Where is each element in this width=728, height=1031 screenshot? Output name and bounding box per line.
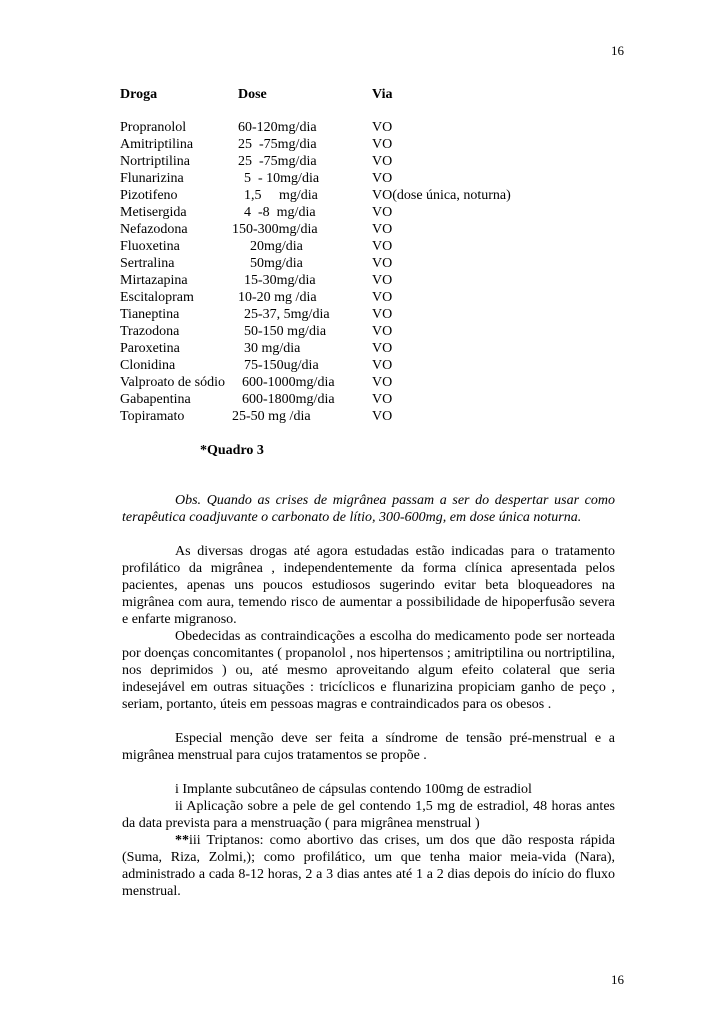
header-route: Via xyxy=(372,87,393,102)
cell-dose: 150-300mg/dia xyxy=(232,222,318,237)
cell-route: VO xyxy=(372,137,393,152)
cell-route: VO xyxy=(372,358,393,373)
list-item-3-mark: ** xyxy=(175,833,189,848)
cell-route: VO xyxy=(372,273,393,288)
cell-drug: Nortriptilina xyxy=(120,154,190,169)
cell-dose: 10-20 mg /dia xyxy=(238,290,317,305)
cell-route: VO xyxy=(372,171,393,186)
cell-drug: Escitalopram xyxy=(120,290,194,305)
paragraph-2: Obedecidas as contraindicações a escolha do medicamento pode ser norteada por doenças concomitantes ( propanolol , nos hipertensos ; amitriptilina ou nortriptilina, nos deprimidos ) ou, até mesmo aproveitando algum efeito colateral que seria indesejável em outras situações : tricíclicos e flunarizina propiciam ganho de peço , seriam, portanto, úteis em pessoas magras e contraindicados para os obesos . xyxy=(122,629,615,712)
cell-drug: Tianeptina xyxy=(120,307,180,322)
cell-drug: Gabapentina xyxy=(120,392,191,407)
cell-dose: 25 -75mg/dia xyxy=(238,154,317,169)
cell-drug: Propranolol xyxy=(120,120,187,135)
cell-route: VO xyxy=(372,256,393,271)
cell-dose: 20mg/dia xyxy=(250,239,303,254)
cell-route: VO xyxy=(372,307,393,322)
cell-dose: 4 -8 mg/dia xyxy=(244,205,316,220)
paragraph-1: As diversas drogas até agora estudadas estão indicadas para o tratamento profilático da migrânea , independentemente da forma clínica apresentada pelos pacientes, apenas uns poucos estudiosos sugerindo evitar beta bloqueadores na migrânea com aura, temendo risco de aumentar a possibilidade de hipoperfusão severa e enfarte migranoso. xyxy=(122,544,615,627)
cell-drug: Flunarizina xyxy=(120,171,184,186)
cell-route: VO xyxy=(372,290,393,305)
header-drug: Droga xyxy=(120,87,158,102)
cell-route: VO xyxy=(372,120,393,135)
header-dose: Dose xyxy=(238,87,267,102)
cell-dose: 25 -75mg/dia xyxy=(238,137,317,152)
cell-route: VO(dose única, noturna) xyxy=(372,188,511,203)
cell-drug: Fluoxetina xyxy=(120,239,180,254)
cell-dose: 1,5 mg/dia xyxy=(244,188,318,203)
cell-route: VO xyxy=(372,205,393,220)
cell-drug: Paroxetina xyxy=(120,341,180,356)
cell-drug: Amitriptilina xyxy=(120,137,194,152)
obs-note: Obs. Quando as crises de migrânea passam a ser do despertar usar como terapêutica coadjuvante o carbonato de lítio, 300-600mg, em dose única noturna. xyxy=(122,493,615,525)
cell-route: VO xyxy=(372,392,393,407)
cell-dose: 600-1800mg/dia xyxy=(242,392,335,407)
cell-drug: Topiramato xyxy=(120,409,185,424)
page-number-top: 16 xyxy=(611,43,624,58)
cell-route: VO xyxy=(372,222,393,237)
cell-dose: 30 mg/dia xyxy=(244,341,301,356)
list-item-2: ii Aplicação sobre a pele de gel contendo 1,5 mg de estradiol, 48 horas antes da data prevista para a menstruação ( para migrânea menstrual ) xyxy=(122,799,615,831)
cell-drug: Nefazodona xyxy=(120,222,188,237)
cell-drug: Trazodona xyxy=(120,324,180,339)
table-caption: *Quadro 3 xyxy=(200,443,264,458)
cell-route: VO xyxy=(372,375,393,390)
cell-drug: Valproato de sódio xyxy=(120,375,225,390)
cell-drug: Metisergida xyxy=(120,205,187,220)
list-item-3 xyxy=(122,832,615,900)
cell-route: VO xyxy=(372,154,393,169)
page-number-bottom: 16 xyxy=(611,972,624,987)
cell-drug: Pizotifeno xyxy=(120,188,178,203)
cell-drug: Clonidina xyxy=(120,358,176,373)
cell-route: VO xyxy=(372,341,393,356)
list-item-3-text: iii Triptanos: como abortivo das crises, um dos que dão resposta rápida (Suma, Riza, Zolmi,); como profilático, um que tenha maior meia-vida (Nara), administrado a cada 8-12 horas, 2 a 3 dias antes até 1 a 2 dias depois do início do fluxo menstrual. xyxy=(122,833,615,899)
cell-drug: Mirtazapina xyxy=(120,273,188,288)
cell-dose: 60-120mg/dia xyxy=(238,120,317,135)
cell-dose: 15-30mg/dia xyxy=(244,273,316,288)
cell-route: VO xyxy=(372,409,393,424)
cell-dose: 25-37, 5mg/dia xyxy=(244,307,330,322)
cell-dose: 25-50 mg /dia xyxy=(232,409,311,424)
cell-route: VO xyxy=(372,324,393,339)
cell-dose: 5 - 10mg/dia xyxy=(244,171,320,186)
cell-dose: 50-150 mg/dia xyxy=(244,324,327,339)
cell-dose: 600-1000mg/dia xyxy=(242,375,335,390)
cell-dose: 75-150ug/dia xyxy=(244,358,319,373)
cell-route: VO xyxy=(372,239,393,254)
paragraph-3: Especial menção deve ser feita a síndrome de tensão pré-menstrual e a migrânea menstrual para cujos tratamentos se propõe . xyxy=(122,731,615,763)
body-text xyxy=(122,492,615,900)
cell-dose: 50mg/dia xyxy=(250,256,303,271)
cell-drug: Sertralina xyxy=(120,256,175,271)
list-item-1: i Implante subcutâneo de cápsulas contendo 100mg de estradiol xyxy=(175,782,532,797)
